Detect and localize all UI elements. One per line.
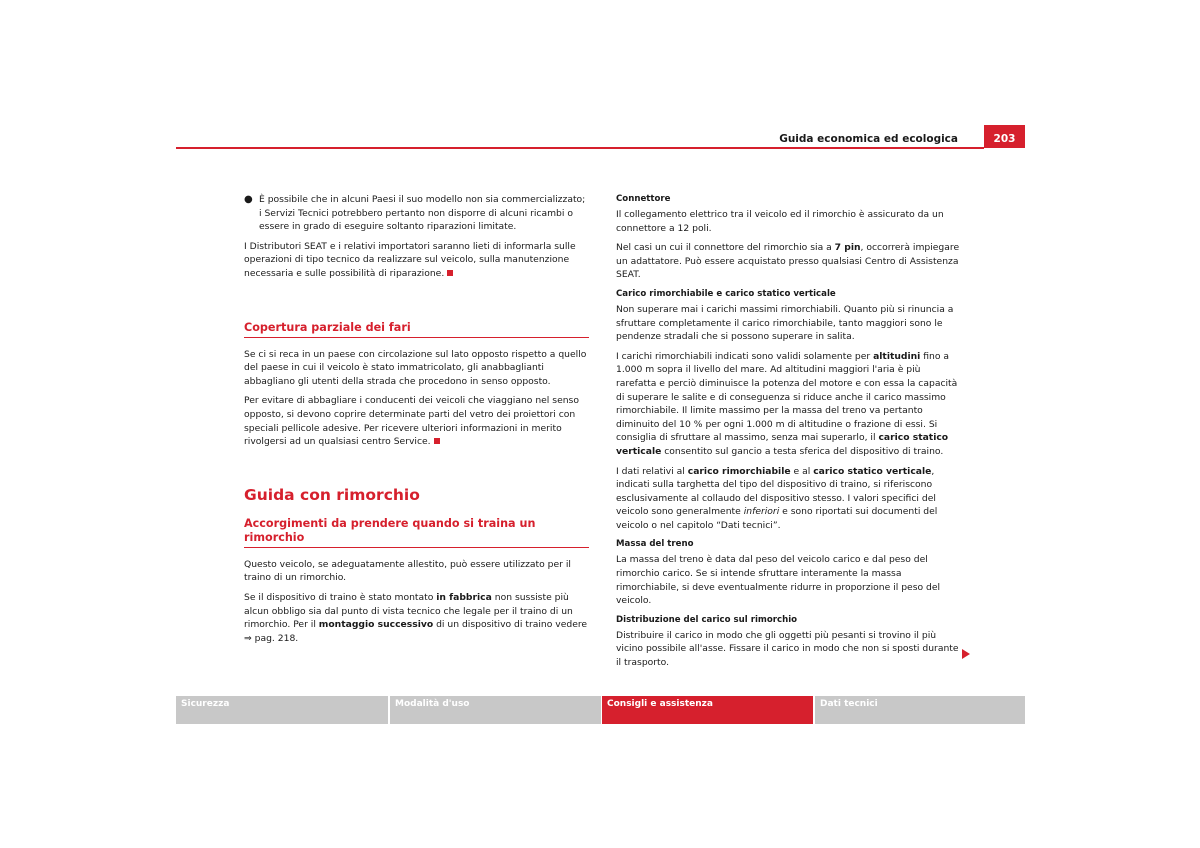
load3-text-d: e sono riportati sui documenti del veicolo o nel capitolo “Dati tecnici”. <box>616 506 938 531</box>
left-column <box>244 193 589 651</box>
load3-bold-2: carico statico verticale <box>813 465 932 477</box>
headlights-paragraph-1: Se ci si reca in un paese con circolazione sul lato opposto rispetto a quello del paese in cui il veicolo è stato immatricolato, gli anabbaglianti abbagliano gli utenti della strada che procedono in senso opposto. <box>244 348 587 387</box>
load3-text-b: e al <box>790 465 814 477</box>
sub-heading-towing-precautions: Accorgimenti da prendere quando si traina un rimorchio <box>244 517 589 548</box>
load-heading: Carico rimorchiabile e carico statico verticale <box>616 288 836 299</box>
tab-label: Sicurezza <box>181 699 230 709</box>
tab-sicurezza[interactable] <box>176 696 388 724</box>
tab-label: Modalità d'uso <box>395 699 470 709</box>
load2-bold-1: altitudini <box>873 350 921 362</box>
section-heading-headlights: Copertura parziale dei fari <box>244 321 589 338</box>
mass-paragraph: La massa del treno è data dal peso del veicolo carico e dal peso del rimorchio carico. Se si intende sfruttare interamente la massa rimorchiabile, si deve eventualmente ridurre in proporzione il peso del veicolo. <box>616 554 941 607</box>
end-of-section-icon <box>447 270 453 276</box>
connector-text-b: , occorrerà impiegare un adattatore. Può essere acquistato presso qualsiasi Centro di Assistenza SEAT. <box>616 242 960 281</box>
load2-bold-2: carico statico verticale <box>616 432 949 457</box>
tab-modalita-uso[interactable] <box>390 696 601 724</box>
distribution-heading: Distribuzione del carico sul rimorchio <box>616 614 798 625</box>
factory-bold-1: in fabbrica <box>436 591 492 603</box>
connector-heading: Connettore <box>616 194 671 204</box>
load2-text-c: consentito sul gancio a testa sferica del dispositivo di traino. <box>661 445 944 457</box>
factory-text-2: non sussiste più alcun obbligo sia dal punto di vista tecnico che legale per il traino di un rimorchio. Per il <box>244 591 573 631</box>
page-header-title: Guida economica ed ecologica <box>779 133 958 145</box>
factory-text-1: Se il dispositivo di traino è stato montato <box>244 591 437 603</box>
distributors-text: I Distributori SEAT e i relativi importatori saranno lieti di informarla sulle operazioni di tipo tecnico da realizzare sul veicolo, sulla manutenzione necessaria e sulle possibilità di riparazione. <box>244 240 576 279</box>
factory-paragraph <box>244 591 589 645</box>
tab-label: Dati tecnici <box>820 699 878 709</box>
headlights-text-2: Per evitare di abbagliare i conducenti dei veicoli che viaggiano nel senso opposto, si devono coprire determinate parti del vetro dei proiettori con speciali pellicole adesive. Per ricevere ulteriori informazioni in merito rivolgersi ad un qualsiasi centro Service. <box>244 395 579 448</box>
load3-text-c: , indicati sulla targhetta del tipo del dispositivo di traino, si riferiscono esclusivamente al collaudo del dispositivo stesso. I valori specifici del veicolo sono generalmente <box>616 465 936 518</box>
bullet-icon: ● <box>244 194 253 205</box>
load2-text-b: fino a 1.000 m sopra il livello del mare. Ad altitudini maggiori l'aria è più rarefatta e perciò diminuisce la potenza del motore e con essa la capacità di superare le salite e di conseguenza si riduce anche il carico massimo rimorchiabile. Il limite massimo per la massa del treno va pertanto diminuito del 10 % per ogni 1.000 m di altitudine o frazione di essi. Si consiglia di sfruttare al massimo, senza mai superarlo, il <box>616 350 958 444</box>
distributors-paragraph <box>244 240 589 281</box>
end-of-section-icon <box>434 438 440 444</box>
footer-tab-bar <box>176 696 1025 724</box>
tab-consigli-assistenza[interactable] <box>602 696 813 724</box>
connector-paragraph-2 <box>616 241 961 282</box>
tab-label: Consigli e assistenza <box>607 699 713 709</box>
main-heading-towing: Guida con rimorchio <box>244 485 420 504</box>
header-divider <box>176 147 984 149</box>
bullet-text: È possibile che in alcuni Paesi il suo modello non sia commercializzato; i Servizi Tecnici potrebbero pertanto non disporre di alcuni ricambi o essere in grado di eseguire soltanto riparazioni limitate. <box>259 194 586 233</box>
load3-text-a: I dati relativi al <box>616 465 688 477</box>
connector-bold: 7 pin <box>834 242 861 254</box>
distribution-paragraph: Distribuire il carico in modo che gli oggetti più pesanti si trovino il più vicino possibile all'asse. Fissare il carico in modo che non si sposti durante il trasporto. <box>616 629 959 669</box>
page-number: 203 <box>984 125 1025 148</box>
load3-bold-1: carico rimorchiabile <box>687 465 791 477</box>
load2-text-a: I carichi rimorchiabili indicati sono validi solamente per <box>616 350 874 362</box>
connector-paragraph-1: Il collegamento elettrico tra il veicolo ed il rimorchio è assicurato da un connettore a 12 poli. <box>616 209 944 234</box>
load-paragraph-3 <box>616 465 961 533</box>
tab-dati-tecnici[interactable] <box>815 696 1025 724</box>
factory-bold-2: montaggio successivo <box>318 619 434 631</box>
connector-text-a: Nel casi un cui il connettore del rimorchio sia a <box>616 242 835 254</box>
right-column <box>616 193 961 676</box>
continue-arrow-icon <box>962 649 970 659</box>
mass-heading: Massa del treno <box>616 539 694 550</box>
factory-text-3: di un dispositivo di traino vedere ⇒ pag. 218. <box>244 619 588 644</box>
headlights-paragraph-2 <box>244 394 589 448</box>
load3-italic: inferiori <box>743 506 780 518</box>
load-paragraph-2 <box>616 350 961 459</box>
vehicle-paragraph: Questo veicolo, se adeguatamente allestito, può essere utilizzato per il traino di un rimorchio. <box>244 558 571 584</box>
bullet-paragraph <box>244 193 589 234</box>
load-paragraph-1: Non superare mai i carichi massimi rimorchiabili. Quanto più si rinuncia a sfruttare completamente il carico rimorchiabile, tanto maggiori sono le pendenze stradali che si possono superare in salita. <box>616 303 954 343</box>
